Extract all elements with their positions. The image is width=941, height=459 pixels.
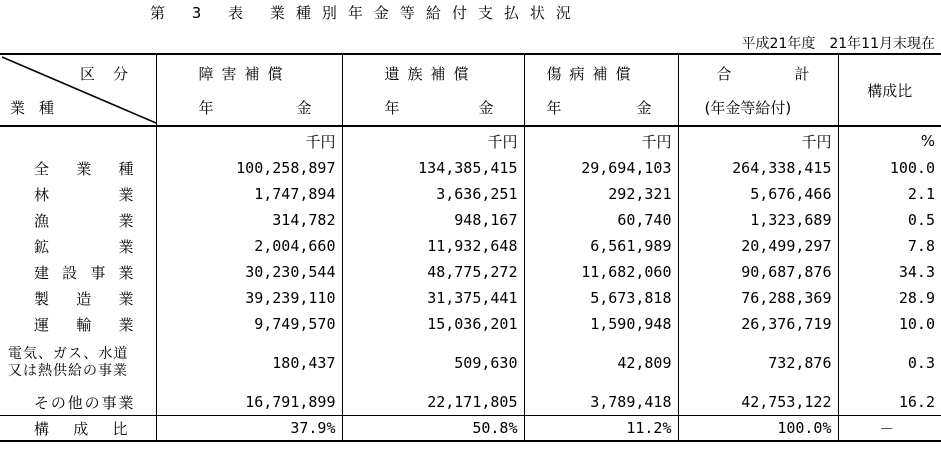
table-row <box>0 285 941 311</box>
value-cell: 15,036,201 <box>342 311 524 337</box>
row-label <box>0 389 156 416</box>
table-row <box>0 207 941 233</box>
row-label-char: 種 <box>118 159 134 178</box>
row-label-char: 漁 <box>34 211 50 230</box>
total-row-label <box>0 416 156 442</box>
col-header-disability-line1: 障害補償 <box>198 65 291 83</box>
col-header-survivor <box>342 54 524 126</box>
row-label-char: 全 <box>34 159 50 178</box>
total-cell: 50.8% <box>342 416 524 442</box>
value-cell: 16.2 <box>838 389 941 416</box>
table-row <box>0 311 941 337</box>
value-cell: 314,782 <box>156 207 342 233</box>
total-ratio-row <box>0 416 941 442</box>
value-cell: 28.9 <box>838 285 941 311</box>
value-cell: 11,682,060 <box>524 259 678 285</box>
col-header-injury-line2b: 金 <box>636 99 652 117</box>
col-header-disability-line2a: 年 <box>198 99 214 117</box>
row-label-char: 業 <box>118 289 134 308</box>
col-header-survivor-line2b: 金 <box>478 99 494 117</box>
row-label-line: 電気、ガス、水道 <box>8 346 129 362</box>
row-label-char: 業 <box>118 237 134 256</box>
total-cell: 100.0% <box>678 416 838 442</box>
value-cell: 48,775,272 <box>342 259 524 285</box>
value-cell: 30,230,544 <box>156 259 342 285</box>
row-label <box>0 337 156 389</box>
value-cell: 42,809 <box>524 337 678 389</box>
date-note: 平成21年度 21年11月末現在 <box>741 36 935 52</box>
value-cell: 732,876 <box>678 337 838 389</box>
row-label-char: 運 <box>34 315 50 334</box>
unit-cell: 千円 <box>156 126 342 155</box>
value-cell: 100.0 <box>838 155 941 181</box>
row-label-char: 製 <box>34 289 50 308</box>
col-header-total-line1b: 計 <box>794 65 818 83</box>
value-cell: 5,673,818 <box>524 285 678 311</box>
row-label-char: 事 <box>90 263 106 282</box>
value-cell: 6,561,989 <box>524 233 678 259</box>
table-row <box>0 155 941 181</box>
col-header-disability-line2b: 金 <box>296 99 312 117</box>
value-cell: 26,376,719 <box>678 311 838 337</box>
value-cell: 264,338,415 <box>678 155 838 181</box>
row-label <box>0 181 156 207</box>
col-header-total <box>678 54 838 126</box>
value-cell: 948,167 <box>342 207 524 233</box>
value-cell: 90,687,876 <box>678 259 838 285</box>
value-cell: 100,258,897 <box>156 155 342 181</box>
value-cell: 60,740 <box>524 207 678 233</box>
value-cell: 0.5 <box>838 207 941 233</box>
value-cell: 1,323,689 <box>678 207 838 233</box>
row-label-char: 他 <box>67 393 83 412</box>
value-cell: 10.0 <box>838 311 941 337</box>
value-cell: 42,753,122 <box>678 389 838 416</box>
value-cell: 76,288,369 <box>678 285 838 311</box>
col-header-injury-line1: 傷病補償 <box>546 65 639 83</box>
row-label-char: 林 <box>34 185 50 204</box>
total-label-char: 成 <box>73 419 89 438</box>
table-title: 第 3 表 業種別年金等給付支払状況 <box>150 4 582 22</box>
value-cell: 29,694,103 <box>524 155 678 181</box>
value-cell: 134,385,415 <box>342 155 524 181</box>
value-cell: 34.3 <box>838 259 941 285</box>
row-label-line: 又は熱供給の事業 <box>8 363 128 379</box>
col-header-total-line1a: 合 <box>716 65 740 83</box>
row-label <box>0 259 156 285</box>
row-label <box>0 311 156 337</box>
row-label-char: 造 <box>76 289 92 308</box>
value-cell: 180,437 <box>156 337 342 389</box>
value-cell: 9,749,570 <box>156 311 342 337</box>
col-header-total-line2: (年金等給付) <box>704 99 792 117</box>
row-label-char: 輸 <box>76 315 92 334</box>
col-header-ratio: 構成比 <box>838 54 941 126</box>
row-label-char: 業 <box>118 211 134 230</box>
value-cell: 16,791,899 <box>156 389 342 416</box>
value-cell: 3,789,418 <box>524 389 678 416</box>
row-label-char: 業 <box>118 263 134 282</box>
value-cell: 22,171,805 <box>342 389 524 416</box>
value-cell: 2.1 <box>838 181 941 207</box>
total-cell: 37.9% <box>156 416 342 442</box>
row-label <box>0 155 156 181</box>
row-label <box>0 233 156 259</box>
row-label <box>0 207 156 233</box>
table-row <box>0 233 941 259</box>
table-row <box>0 389 941 416</box>
row-label-char: 業 <box>118 393 134 412</box>
total-cell: － <box>838 416 941 442</box>
corner-header-cell <box>0 54 156 126</box>
col-header-survivor-line2a: 年 <box>384 99 400 117</box>
row-label-char: 業 <box>118 185 134 204</box>
value-cell: 5,676,466 <box>678 181 838 207</box>
row-label-char: そ <box>34 393 50 412</box>
value-cell: 0.3 <box>838 337 941 389</box>
table-row <box>0 181 941 207</box>
benefit-payment-table <box>0 53 941 442</box>
value-cell: 20,499,297 <box>678 233 838 259</box>
row-label-char: 鉱 <box>34 237 50 256</box>
row-label-char: 建 <box>34 263 50 282</box>
col-header-injury-line2a: 年 <box>546 99 562 117</box>
total-label-char: 比 <box>112 419 128 438</box>
row-label-char: の <box>50 393 66 412</box>
row-label-char: 業 <box>76 159 92 178</box>
value-cell: 1,590,948 <box>524 311 678 337</box>
value-cell: 3,636,251 <box>342 181 524 207</box>
corner-bottom-label: 業種 <box>10 99 69 117</box>
unit-cell: % <box>838 126 941 155</box>
col-header-survivor-line1: 遺族補償 <box>384 65 477 83</box>
row-label-char: 業 <box>118 315 134 334</box>
unit-cell: 千円 <box>524 126 678 155</box>
value-cell: 292,321 <box>524 181 678 207</box>
value-cell: 7.8 <box>838 233 941 259</box>
col-header-injury <box>524 54 678 126</box>
value-cell: 39,239,110 <box>156 285 342 311</box>
table-row <box>0 337 941 389</box>
row-label-char: の <box>84 393 100 412</box>
value-cell: 509,630 <box>342 337 524 389</box>
header-row <box>0 54 941 126</box>
total-cell: 11.2% <box>524 416 678 442</box>
value-cell: 11,932,648 <box>342 233 524 259</box>
value-cell: 2,004,660 <box>156 233 342 259</box>
row-label-char: 設 <box>62 263 78 282</box>
corner-top-label: 区分 <box>80 65 147 83</box>
unit-cell: 千円 <box>342 126 524 155</box>
units-row <box>0 126 941 155</box>
row-label <box>0 285 156 311</box>
row-label-char: 事 <box>101 393 117 412</box>
value-cell: 1,747,894 <box>156 181 342 207</box>
unit-cell: 千円 <box>678 126 838 155</box>
total-label-char: 構 <box>34 419 50 438</box>
table-row <box>0 259 941 285</box>
col-header-disability <box>156 54 342 126</box>
value-cell: 31,375,441 <box>342 285 524 311</box>
